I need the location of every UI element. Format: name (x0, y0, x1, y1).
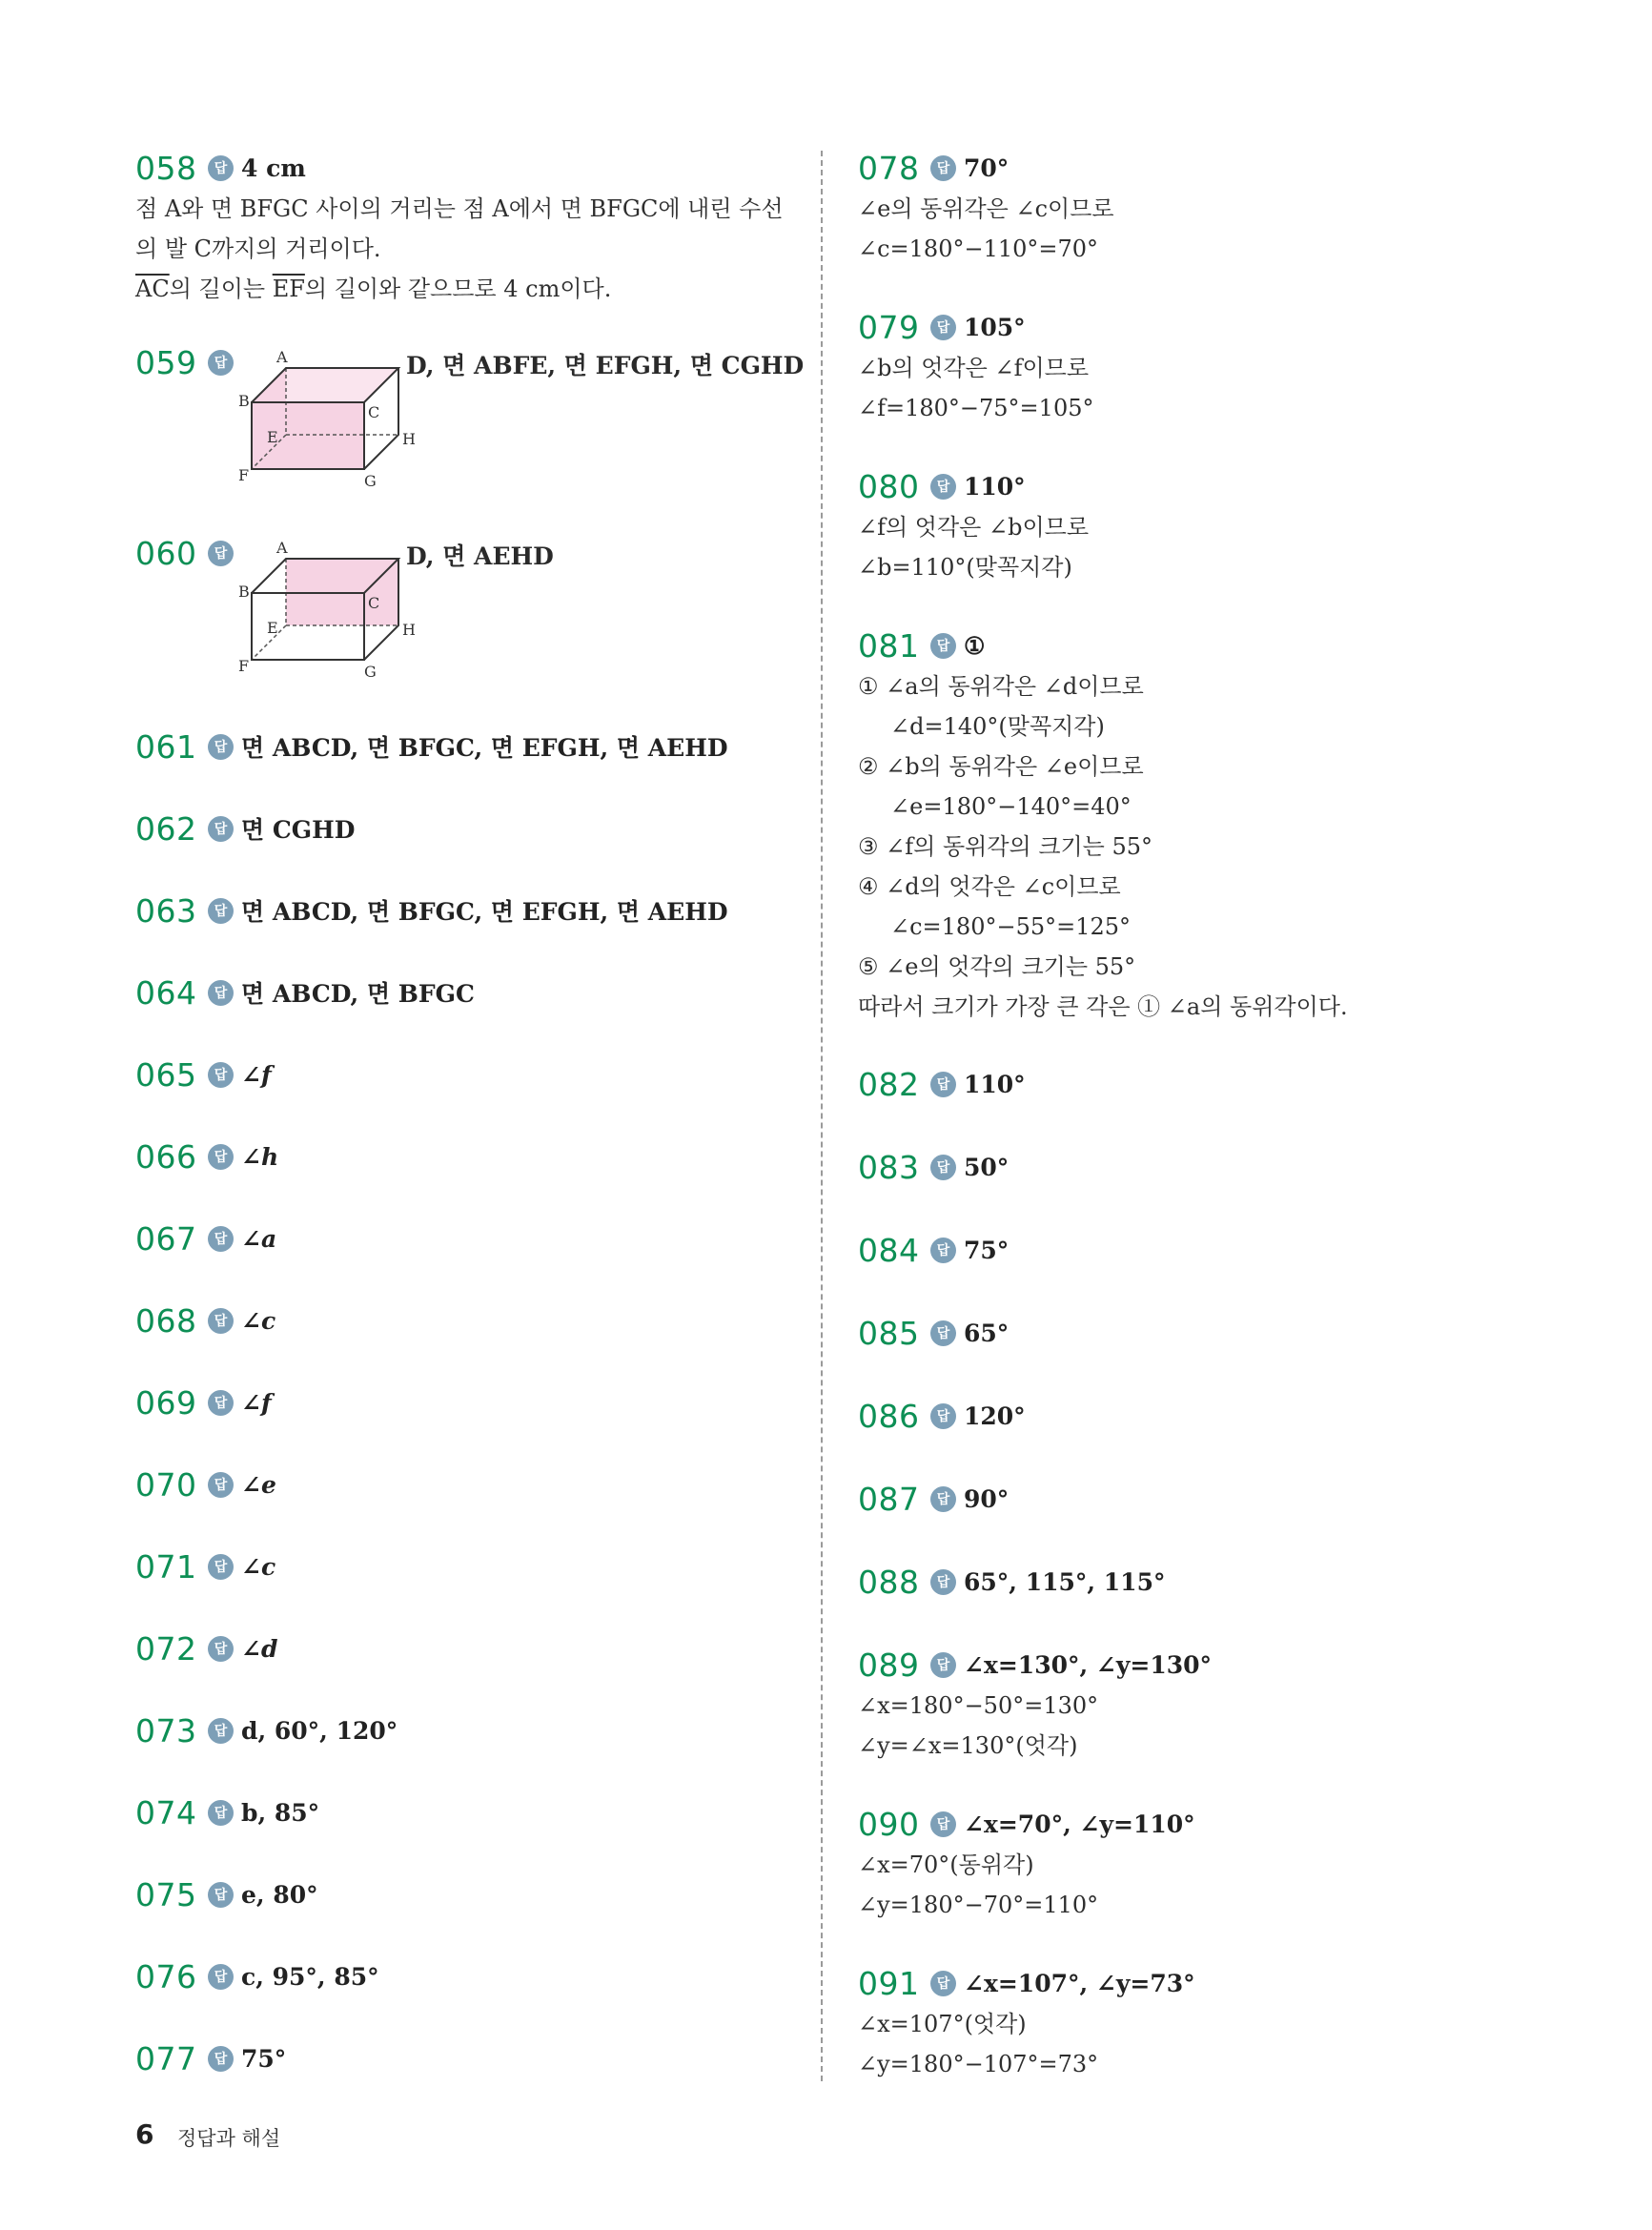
problem-number: 061 (135, 727, 197, 766)
problem-073 (135, 1709, 398, 1751)
answer-text: ∠f (241, 1060, 272, 1089)
answer-text: 75° (241, 2044, 287, 2073)
explanation-line: ∠y=180°−70°=110° (858, 1892, 1099, 1918)
svg-text:A: A (276, 539, 288, 557)
answer-text: D, 면 ABFE, 면 EFGH, 면 CGHD (406, 352, 805, 379)
explanation-line: ∠e의 동위각은 ∠c이므로 (858, 195, 1114, 222)
answer-badge: 답 (930, 1320, 956, 1346)
svg-text:E: E (267, 619, 278, 637)
answer-badge: 답 (930, 1072, 956, 1097)
problem-087 (858, 1478, 1009, 1520)
problem-088 (858, 1561, 1165, 1603)
problem-number: 066 (135, 1137, 197, 1176)
answer-text: ∠c (241, 1306, 276, 1335)
svg-text:H: H (402, 430, 416, 448)
answer-badge: 답 (208, 1308, 234, 1334)
answer-badge: 답 (930, 1155, 956, 1180)
problem-082 (858, 1063, 1026, 1105)
answer-badge: 답 (930, 1652, 956, 1678)
explanation-line: 따라서 크기가 가장 큰 각은 ① ∠a의 동위각이다. (858, 993, 1348, 1020)
svg-text:B: B (238, 392, 250, 410)
problem-number: 060 (135, 534, 197, 572)
problem-084 (858, 1229, 1009, 1271)
explanation-line: ∠d=140°(맞꼭지각) (890, 713, 1105, 740)
svg-text:H: H (402, 621, 416, 639)
answer-badge: 답 (930, 1811, 956, 1837)
problem-061 (135, 726, 728, 767)
problem-number: 064 (135, 973, 197, 1012)
problem-067 (135, 1217, 276, 1259)
answer-text: 110° (964, 472, 1026, 501)
answer-badge: 답 (930, 474, 956, 500)
answer-text: 면 ABCD, 면 BFGC (241, 980, 475, 1008)
answer-badge: 답 (930, 1569, 956, 1595)
answer-badge: 답 (930, 1971, 956, 1996)
answer-text: 면 ABCD, 면 BFGC, 면 EFGH, 면 AEHD (241, 898, 728, 926)
svg-text:G: G (364, 663, 377, 677)
problem-062 (135, 808, 355, 849)
problem-070 (135, 1463, 276, 1505)
answer-text: 65° (964, 1319, 1010, 1347)
cube-figure-059 (231, 343, 421, 486)
answer-text: c, 95°, 85° (241, 1962, 379, 1991)
problem-number: 068 (135, 1301, 197, 1340)
answer-text: ∠h (241, 1142, 279, 1171)
problem-number: 075 (135, 1875, 197, 1913)
problem-number: 073 (135, 1711, 197, 1749)
answer-text: 4 cm (241, 153, 306, 182)
answer-text: ① (964, 631, 986, 660)
problem-number: 081 (858, 626, 920, 665)
explanation-line: ① ∠a의 동위각은 ∠d이므로 (858, 673, 1144, 700)
segment-ef: $\overline{EF}$ (272, 276, 305, 302)
explanation-line: ⑤ ∠e의 엇각의 크기는 55° (858, 953, 1136, 980)
answer-text: 110° (964, 1070, 1026, 1098)
answer-text: ∠d (241, 1634, 278, 1663)
problem-083 (858, 1146, 1009, 1188)
explanation-line: ∠x=180°−50°=130° (858, 1692, 1099, 1719)
answer-badge: 답 (208, 734, 234, 760)
answer-badge: 답 (930, 1486, 956, 1512)
answer-text: 면 ABCD, 면 BFGC, 면 EFGH, 면 AEHD (241, 734, 728, 762)
answer-text: 105° (964, 313, 1026, 341)
answer-text: ∠a (241, 1224, 277, 1253)
answer-badge: 답 (208, 1472, 234, 1498)
explanation-line: ∠f의 엇각은 ∠b이므로 (858, 514, 1090, 541)
problem-063 (135, 890, 728, 931)
column-divider (821, 151, 823, 2081)
explanation-line: ∠e=180°−140°=40° (890, 793, 1132, 820)
problem-066 (135, 1135, 278, 1177)
explanation-line: ∠y=∠x=130°(엇각) (858, 1732, 1078, 1759)
problem-065 (135, 1054, 272, 1095)
answer-badge: 답 (208, 1964, 234, 1990)
explanation-line: $\overline{AC}$의 길이는 $\overline{EF}$의 길이와 같으므로 4 cm이다. (135, 276, 612, 302)
problem-068 (135, 1299, 275, 1341)
problem-076 (135, 1955, 379, 1997)
explanation-line: 점 A와 면 BFGC 사이의 거리는 점 A에서 면 BFGC에 내린 수선 (135, 195, 784, 222)
problem-number: 086 (858, 1397, 920, 1435)
page-number: 6 (135, 2118, 154, 2150)
answer-text: ∠c (241, 1552, 276, 1581)
answer-badge: 답 (208, 350, 234, 376)
answer-text: 120° (964, 1401, 1026, 1430)
problem-078 (858, 147, 1114, 269)
answer-badge: 답 (208, 1718, 234, 1744)
problem-number: 089 (858, 1646, 920, 1684)
problem-number: 091 (858, 1964, 920, 2002)
problem-number: 090 (858, 1805, 920, 1843)
answer-badge: 답 (208, 1800, 234, 1826)
problem-number: 058 (135, 149, 197, 187)
explanation-line: ∠c=180°−55°=125° (890, 913, 1132, 940)
problem-number: 062 (135, 809, 197, 848)
answer-text: ∠x=130°, ∠y=130° (964, 1650, 1212, 1679)
svg-text:C: C (368, 403, 380, 421)
answer-text: b, 85° (241, 1798, 320, 1827)
problem-number: 072 (135, 1629, 197, 1667)
svg-text:C: C (368, 594, 380, 612)
problem-number: 069 (135, 1383, 197, 1422)
problem-069 (135, 1381, 272, 1423)
explanation-line: ∠b의 엇각은 ∠f이므로 (858, 355, 1090, 381)
explanation-line: 의 발 C까지의 거리이다. (135, 235, 381, 262)
problem-059 (135, 341, 803, 494)
problem-number: 074 (135, 1793, 197, 1831)
explanation-line: ∠x=107°(엇각) (858, 2011, 1027, 2037)
problem-number: 078 (858, 149, 920, 187)
problem-number: 079 (858, 308, 920, 346)
answer-badge: 답 (930, 633, 956, 659)
answer-text: d, 60°, 120° (241, 1716, 398, 1745)
problem-number: 067 (135, 1219, 197, 1258)
problem-number: 084 (858, 1231, 920, 1269)
answer-badge: 답 (208, 2046, 234, 2072)
problem-number: 088 (858, 1563, 920, 1601)
explanation-line: ∠x=70°(동위각) (858, 1852, 1034, 1878)
problem-number: 083 (858, 1148, 920, 1186)
segment-ac: $\overline{AC}$ (135, 276, 170, 302)
problem-number: 065 (135, 1055, 197, 1094)
problem-091 (858, 1962, 1195, 2084)
problem-071 (135, 1545, 275, 1587)
problem-072 (135, 1627, 277, 1669)
answer-text: e, 80° (241, 1880, 318, 1909)
answer-text: 면 CGHD (241, 816, 356, 844)
answer-badge: 답 (208, 1554, 234, 1580)
problem-number: 071 (135, 1547, 197, 1586)
answer-badge: 답 (208, 155, 234, 181)
explanation-line: ∠b=110°(맞꼭지각) (858, 554, 1072, 581)
answer-badge: 답 (208, 1144, 234, 1170)
problem-number: 076 (135, 1957, 197, 1995)
problem-number: 070 (135, 1465, 197, 1504)
answer-badge: 답 (930, 1403, 956, 1429)
problem-number: 085 (858, 1314, 920, 1352)
svg-text:A: A (276, 348, 288, 366)
footer-label: 정답과 해설 (177, 2127, 281, 2150)
explanation-line: ② ∠b의 동위각은 ∠e이므로 (858, 753, 1144, 780)
problem-075 (135, 1873, 318, 1915)
answer-badge: 답 (208, 541, 234, 566)
problem-number: 077 (135, 2039, 197, 2077)
answer-text: ∠e (241, 1470, 276, 1499)
explanation-line: ④ ∠d의 엇각은 ∠c이므로 (858, 873, 1121, 900)
problem-077 (135, 2037, 286, 2079)
explanation-line: ∠y=180°−107°=73° (858, 2051, 1099, 2077)
svg-text:E: E (267, 428, 278, 446)
svg-text:G: G (364, 472, 377, 486)
problem-085 (858, 1312, 1009, 1354)
answer-badge: 답 (208, 816, 234, 842)
problem-064 (135, 972, 475, 1013)
problem-number: 082 (858, 1065, 920, 1103)
explanation-line: ∠f=180°−75°=105° (858, 395, 1094, 421)
svg-text:F: F (238, 466, 250, 484)
answer-text: ∠x=70°, ∠y=110° (964, 1810, 1195, 1838)
problem-089 (858, 1644, 1212, 1766)
explanation-line: ∠c=180°−110°=70° (858, 235, 1099, 262)
answer-badge: 답 (208, 1226, 234, 1252)
problem-086 (858, 1395, 1026, 1437)
answer-badge: 답 (208, 1882, 234, 1908)
answer-badge: 답 (208, 1390, 234, 1416)
problem-058 (135, 147, 784, 309)
answer-badge: 답 (208, 980, 234, 1006)
answer-text: ∠f (241, 1388, 272, 1417)
answer-badge: 답 (930, 155, 956, 181)
answer-text: 65°, 115°, 115° (964, 1567, 1166, 1596)
svg-text:B: B (238, 583, 250, 601)
answer-badge: 답 (208, 1636, 234, 1662)
problem-number: 087 (858, 1480, 920, 1518)
answer-badge: 답 (208, 898, 234, 924)
explanation-line: ③ ∠f의 동위각의 크기는 55° (858, 833, 1153, 860)
answer-badge: 답 (930, 315, 956, 340)
problem-080 (858, 465, 1089, 587)
svg-text:F: F (238, 657, 250, 675)
problem-079 (858, 306, 1093, 428)
answer-text: 90° (964, 1484, 1010, 1513)
problem-090 (858, 1803, 1195, 1925)
answer-text: 50° (964, 1153, 1010, 1181)
cube-figure-060 (231, 534, 421, 677)
answer-text: ∠x=107°, ∠y=73° (964, 1969, 1195, 1997)
answer-badge: 답 (208, 1062, 234, 1088)
answer-text: D, 면 AEHD (406, 542, 554, 570)
problem-number: 080 (858, 467, 920, 505)
answer-text: 70° (964, 153, 1010, 182)
answer-badge: 답 (930, 1238, 956, 1263)
problem-081 (858, 624, 1348, 1027)
answer-text: 75° (964, 1236, 1010, 1264)
problem-number: 063 (135, 891, 197, 930)
problem-074 (135, 1791, 319, 1833)
problem-060 (135, 532, 803, 685)
problem-number: 059 (135, 343, 197, 381)
